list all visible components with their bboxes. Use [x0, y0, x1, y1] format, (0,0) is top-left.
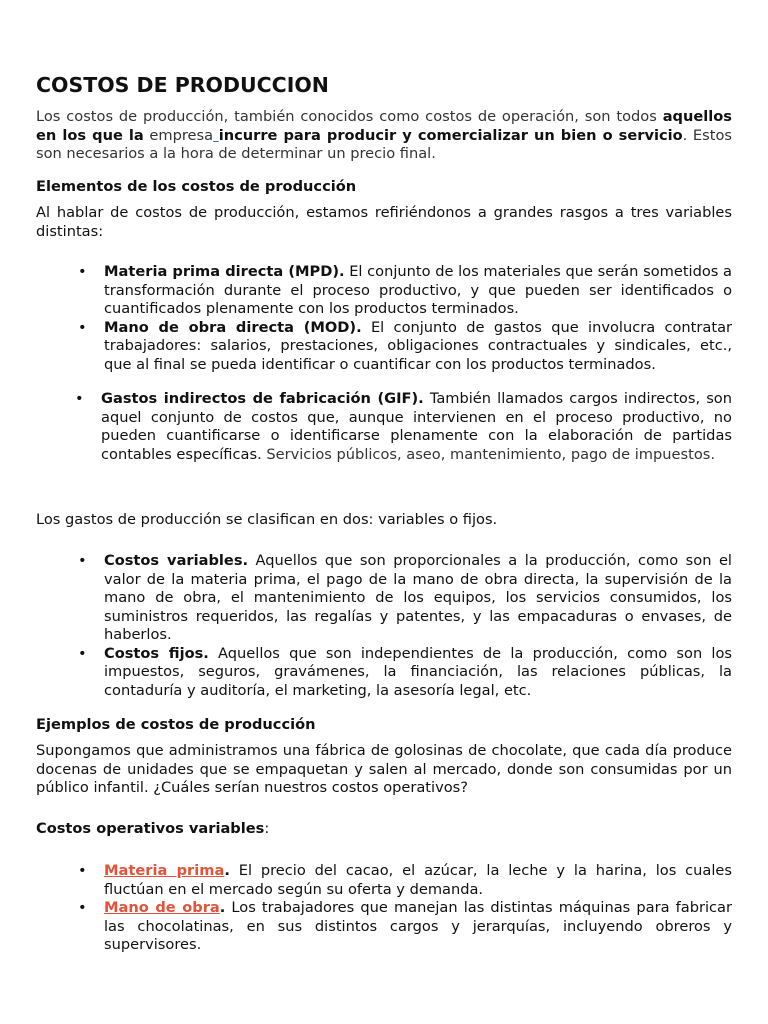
list-item [0, 263, 768, 319]
section-heading-elements: Elementos de los costos de producción [36, 178, 357, 195]
list-item-term: Costos fijos. [104, 644, 209, 662]
classification-intro: Los gastos de producción se clasifican en dos: variables o fijos. [36, 511, 498, 528]
intro-paragraph [36, 108, 732, 164]
list-item-text: El precio del cacao, el azúcar, la leche y la harina, los cuales fluctúan en el mercado según su oferta y demanda. [104, 862, 733, 898]
list-item-text: El conjunto de los materiales que serán sometidos a transformación durante el proceso productivo, y que pueden ser identificados o cuantificados plenamente con los productos terminados. [104, 263, 732, 317]
list-item [0, 390, 768, 464]
page-title: COSTOS DE PRODUCCION [36, 73, 329, 97]
list-item-period: . [224, 862, 230, 879]
variable-costs-heading [36, 820, 732, 839]
bullet-icon: • [78, 552, 87, 569]
intro-bold-text-2: incurre para producir y comercializar un bien o servicio [218, 126, 683, 144]
examples-intro: Supongamos que administramos una fábrica de golosinas de chocolate, que cada día produce docenas de unidades que se empaquetan y salen al mercado, donde son consumidas por un público infantil. ¿Cuáles serían nuestros costos operativos? [36, 742, 732, 796]
list-item-term: Materia prima directa (MPD). [104, 263, 345, 280]
elements-list-gif [0, 390, 768, 464]
bullet-icon: • [78, 862, 87, 879]
list-item-period: . [219, 899, 226, 916]
elements-list [0, 263, 768, 374]
variable-costs-heading-text: Costos operativos variables [36, 820, 265, 837]
list-item-term: Costos variables. [104, 552, 249, 569]
classification-list [0, 552, 768, 700]
intro-link-empresa[interactable]: empresa [143, 126, 214, 144]
bullet-icon: • [78, 263, 87, 280]
list-item-text: Los trabajadores que manejan las distintas máquinas para fabricar las chocolatinas, en sus distintos cargos y jerarquías, incluyendo obreros y supervisores. [104, 899, 732, 953]
intro-text-2: . Estos son necesarios a la hora de determinar un precio final. [36, 126, 732, 162]
list-item-text: El conjunto de gastos que involucra contratar trabajadores: salarios, prestaciones, obligaciones contractuales y sindicales, etc., que al final se pueda identificar o cuantificar con los productos terminados. [104, 318, 733, 373]
bullet-icon: • [78, 899, 87, 916]
list-item [0, 552, 768, 645]
list-item [0, 862, 768, 899]
bullet-icon: • [78, 644, 87, 662]
list-item-text-examples: Servicios públicos, aseo, mantenimiento, pago de impuestos. [261, 445, 716, 463]
list-item [0, 645, 768, 701]
list-item-text: Aquellos que son proporcionales a la producción, como son el valor de la materia prima, el pago de la mano de obra directa, la supervisión de la mano de obra, el mantenimiento de los equipos, los servicios consumidos, los suministros requeridos, las regalías y patentes, y las empacaduras o envases, de haberlos. [104, 552, 732, 643]
bullet-icon: • [75, 390, 84, 407]
list-item-term: Gastos indirectos de fabricación (GIF). [101, 390, 424, 407]
elements-intro: Al hablar de costos de producción, estamos refiriéndonos a grandes rasgos a tres variables distintas: [36, 204, 732, 240]
list-item [0, 319, 768, 375]
list-item-term: Mano de obra directa (MOD). [104, 318, 362, 336]
intro-bold-text: aquellos en los que la [36, 108, 732, 144]
variable-costs-heading-colon: : [264, 820, 270, 837]
section-heading-examples: Ejemplos de costos de producción [36, 716, 316, 733]
link-materia-prima[interactable]: Materia prima [104, 862, 225, 879]
intro-text: Los costos de producción, también conocidos como costos de operación, son todos [36, 108, 663, 125]
bullet-icon: • [78, 318, 87, 336]
list-item-text: Aquellos que son independientes de la producción, como son los impuestos, seguros, gravámenes, la financiación, las relaciones públicas, la contaduría y auditoría, el marketing, la asesoría legal, etc. [104, 644, 732, 699]
list-item [0, 899, 768, 955]
link-mano-de-obra[interactable]: Mano de obra [104, 899, 220, 916]
list-item-text: También llamados cargos indirectos, son aquel conjunto de costos que, aunque intervienen en el proceso productivo, no pueden cuantificarse o identificarse plenamente con la elaboración de partidas contables específicas. [101, 390, 732, 463]
variable-costs-list [0, 862, 768, 955]
